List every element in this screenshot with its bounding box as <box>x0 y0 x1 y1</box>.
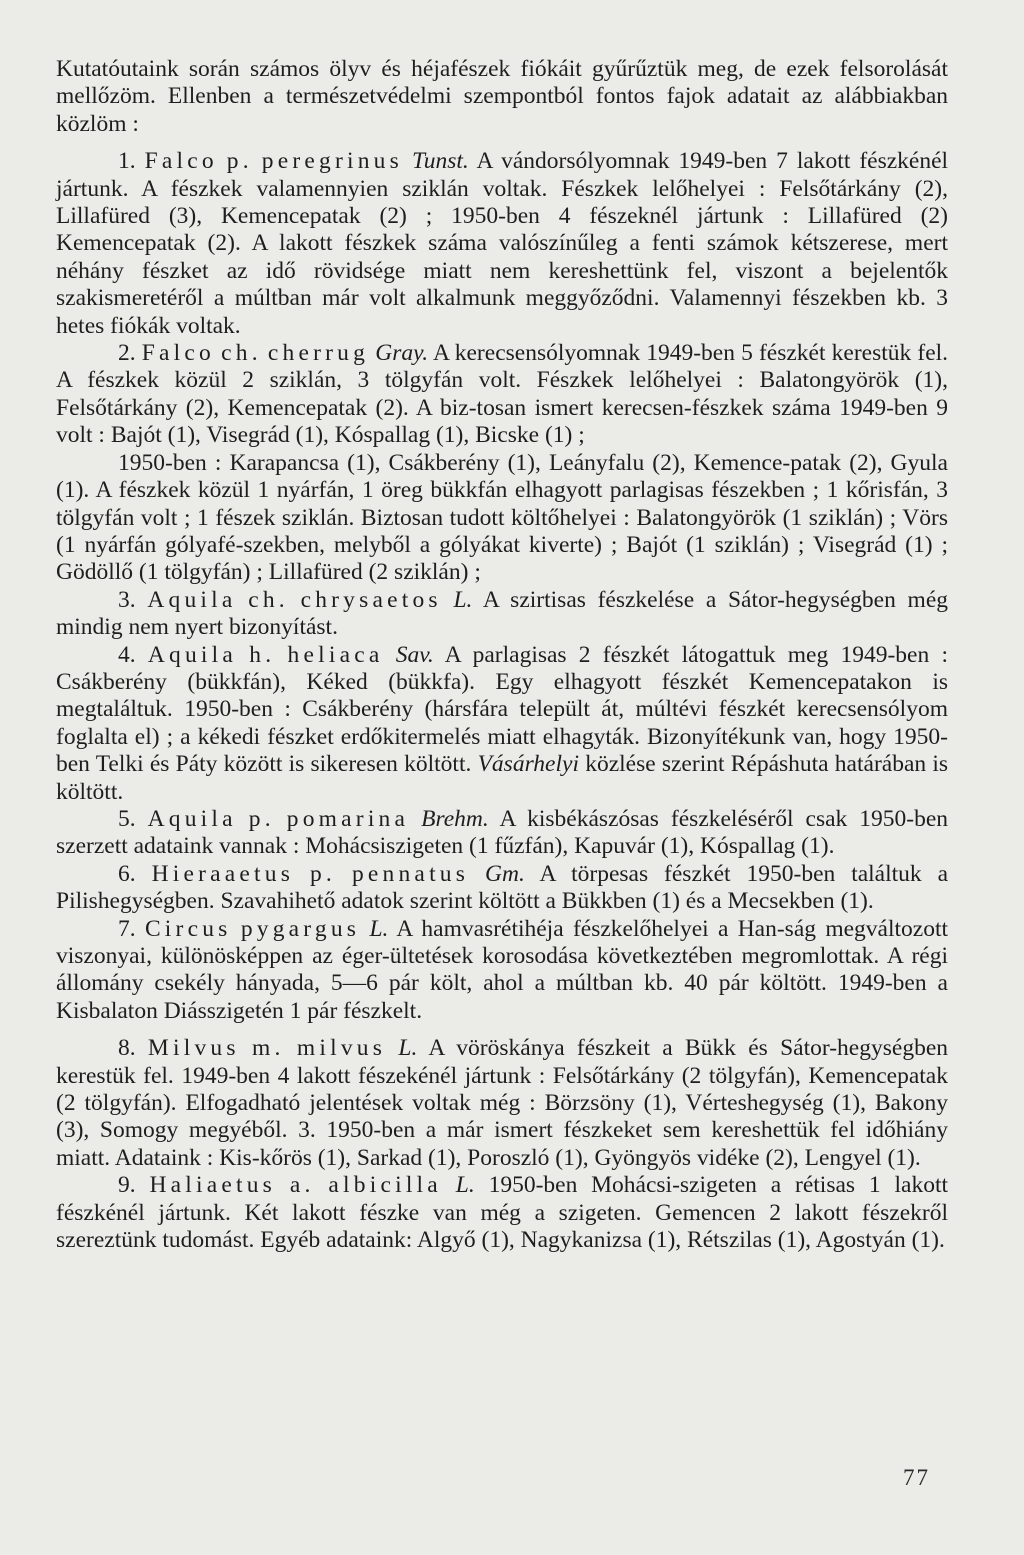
entry-number: 9. <box>118 1172 136 1199</box>
species-entry-2 <box>56 340 948 450</box>
author-name: Tunst. <box>411 148 469 175</box>
author-name: Gray. <box>375 340 429 367</box>
entry-number: 3. <box>118 586 136 613</box>
genus-name: Aquila <box>147 586 237 613</box>
species-prefix: h. <box>249 641 276 668</box>
genus-name: Aquila <box>147 641 238 668</box>
species-prefix: p. <box>309 860 337 887</box>
entry-number: 8. <box>118 1035 136 1062</box>
entry-number: 7. <box>118 915 136 942</box>
species-entry-5 <box>56 806 948 861</box>
genus-name: Falco <box>141 340 215 367</box>
entry-number: 6. <box>118 860 136 887</box>
author-name: L. <box>369 915 389 942</box>
entry-text: A szirtisas fészkelése a Sátor-hegységben még mindig nem nyert bizonyítást. <box>56 586 949 641</box>
species-name: peregrinus <box>261 148 403 175</box>
genus-name: Hieraaetus <box>151 860 295 887</box>
species-prefix: p. <box>226 148 253 175</box>
genus-name: Falco <box>144 148 218 175</box>
species-name: pygargus <box>240 915 361 942</box>
author-name: L. <box>455 1172 475 1199</box>
species-name: heliaca <box>287 641 384 668</box>
species-prefix: p. <box>248 805 275 832</box>
entry-text: A kisbékászósas fészkeléséről csak 1950-ben szerzett adataink vannak : Mohácsiszigeten (1 fűzfán), Kapuvár (1), Kóspallag (1). <box>56 805 949 860</box>
entry-number: 5. <box>118 805 136 832</box>
species-name: albicilla <box>328 1172 442 1199</box>
author-name: Brehm. <box>421 805 489 832</box>
species-prefix: ch. <box>221 340 262 367</box>
species-entry-4 <box>56 642 948 806</box>
genus-name: Aquila <box>147 805 237 832</box>
entry-text: A vöröskánya fészkeit a Bükk és Sátor-hegységben kerestük fel. 1949-ben 4 lakott fészekénél jártunk : Felsőtárkány (2 tölgyfán), Kemencepatak (2 tölgyfán). Elfogadható jelentések voltak még : Börzsöny (1), Vérteshegység (1), Bakony (3), Somogy megyéből. 3. 1950-ben a már ismert fészkeket sem kereshettük fel időhiány miatt. Adataink : Kis-kőrös (1), Sarkad (1), Poroszló (1), Gyöngyös vidéke (2), Lengyel (1). <box>56 1035 948 1171</box>
entry-text: A törpesas fészkét 1950-ben találtuk a Pilishegységben. Szavahihető adatok szerint költött a Bükkben (1) és a Mecsekben (1). <box>56 860 949 915</box>
species-name: cherrug <box>267 340 370 367</box>
entry-number: 4. <box>118 641 136 668</box>
genus-name: Milvus <box>147 1035 240 1062</box>
author-name: Sav. <box>395 641 434 668</box>
genus-name: Circus <box>144 915 232 942</box>
species-entry-1 <box>56 148 948 340</box>
species-entry-2-continuation: 1950-ben : Karapancsa (1), Csákberény (1), Leányfalu (2), Kemence-patak (2), Gyula (1). A fészkek közül 1 nyárfán, 1 öreg bükkfán elhagyott parlagisas fészekben ; 1 kőrisfán, 3 tölgyfán volt ; 1 fészek sziklán. Biztosan tudott költőhelyei : Balatongyörök (1 sziklán) ; Vörs (1 nyárfán gólyafé-szekben, melyből a gólyákat kiverte) ; Bajót (1 sziklán) ; Visegrád (1) ; Gödöllő (1 tölgyfán) ; Lillafüred (2 sziklán) ; <box>56 449 948 586</box>
entry-text: A parlagisas 2 fészkét látogattuk meg 1949-ben : Csákberény (bükkfán), Kéked (bükkfa). Egy elhagyott fészkét Kemencepatakon is megtaláltuk. 1950-ben : Csákberény (hársfára települt át, múltévi fészkét kerecsensólyom foglalta el) ; a kékedi fészket erdőkitermelés miatt elhagyták. Bizonyítékunk van, hogy 1950-ben Telki és Páty között is sikeresen költött. <box>56 641 948 778</box>
species-entry-8 <box>56 1035 948 1172</box>
species-name: chrysaetos <box>300 586 442 613</box>
species-name: pennatus <box>351 860 470 887</box>
cited-text: közlése szerint Répáshuta határában is költött. <box>56 751 949 805</box>
entry-number: 2. <box>118 340 136 367</box>
entry-text: A vándorsólyomnak 1949-ben 7 lakott fészkénél jártunk. A fészkek valamennyien sziklán voltak. Fészkek lelőhelyei : Felsőtárkány (2), Lillafüred (3), Kemencepatak (2) ; 1950-ben 4 fészeknél jártunk : Lillafüred (2) Kemencepatak (2). A lakott fészkek száma valószínűleg a fenti számok kétszerese, mert néhány fészket az idő rövidsége miatt nem kereshettünk fel, viszont a bejelentők szakismeretéről a múltban már volt alkalmunk meggyőződni. Valamennyi fészekben kb. 3 hetes fiókák voltak. <box>56 148 949 339</box>
author-name: L. <box>398 1035 418 1062</box>
species-name: milvus <box>296 1035 387 1062</box>
intro-paragraph: Kutatóutaink során számos ölyv és héjafészek fiókáit gyűrűztük meg, de ezek felsorolását mellőzöm. Ellenben a természetvédelmi szempontból fontos fajok adatait az alábbiakban közlöm : <box>56 56 948 137</box>
author-name: Gm. <box>485 860 525 887</box>
species-entry-7 <box>56 916 948 1026</box>
entry-text: A hamvasrétihéja fészkelőhelyei a Han-ság megváltozott viszonyai, különösképpen az éger-ültetések korosodása következtében megromlottak. A régi állomány csekély hányada, 5—6 pár költ, ahol a múltban kb. 40 pár költött. 1949-ben a Kisbalaton Diásszigetén 1 pár fészkelt. <box>56 915 949 1024</box>
species-entry-3 <box>56 587 948 642</box>
species-prefix: a. <box>289 1172 315 1199</box>
entry-number: 1. <box>118 148 136 175</box>
cited-author: Vásárhelyi <box>477 751 579 778</box>
species-entry-6 <box>56 861 948 916</box>
document-page <box>56 56 948 1254</box>
entry-text: 1950-ben Mohácsi-szigeten a rétisas 1 lakott fészkénél jártunk. Két lakott fészke van még a szigeten. Gemencen 2 lakott fészekről szereztünk tudomást. Egyéb adataink: Algyő (1), Nagykanizsa (1), Rétszilas (1), Agostyán (1). <box>56 1172 949 1254</box>
species-prefix: ch. <box>248 586 289 613</box>
species-name: pomarina <box>286 805 410 832</box>
author-name: L. <box>453 586 473 613</box>
species-prefix: m. <box>252 1035 285 1062</box>
genus-name: Haliaetus <box>149 1172 277 1199</box>
page-number: 77 <box>903 1465 930 1490</box>
species-entry-9 <box>56 1172 948 1254</box>
entry-text: A kerecsensólyomnak 1949-ben 5 fészkét kerestük fel. A fészkek közül 2 sziklán, 3 tölgyfán volt. Fészkek lelőhelyei : Balatongyörök (1), Felsőtárkány (2), Kemencepatak (2). A biz-tosan ismert kerecsen-fészkek száma 1949-ben 9 volt : Bajót (1), Visegrád (1), Kóspallag (1), Bicske (1) ; <box>56 340 949 449</box>
